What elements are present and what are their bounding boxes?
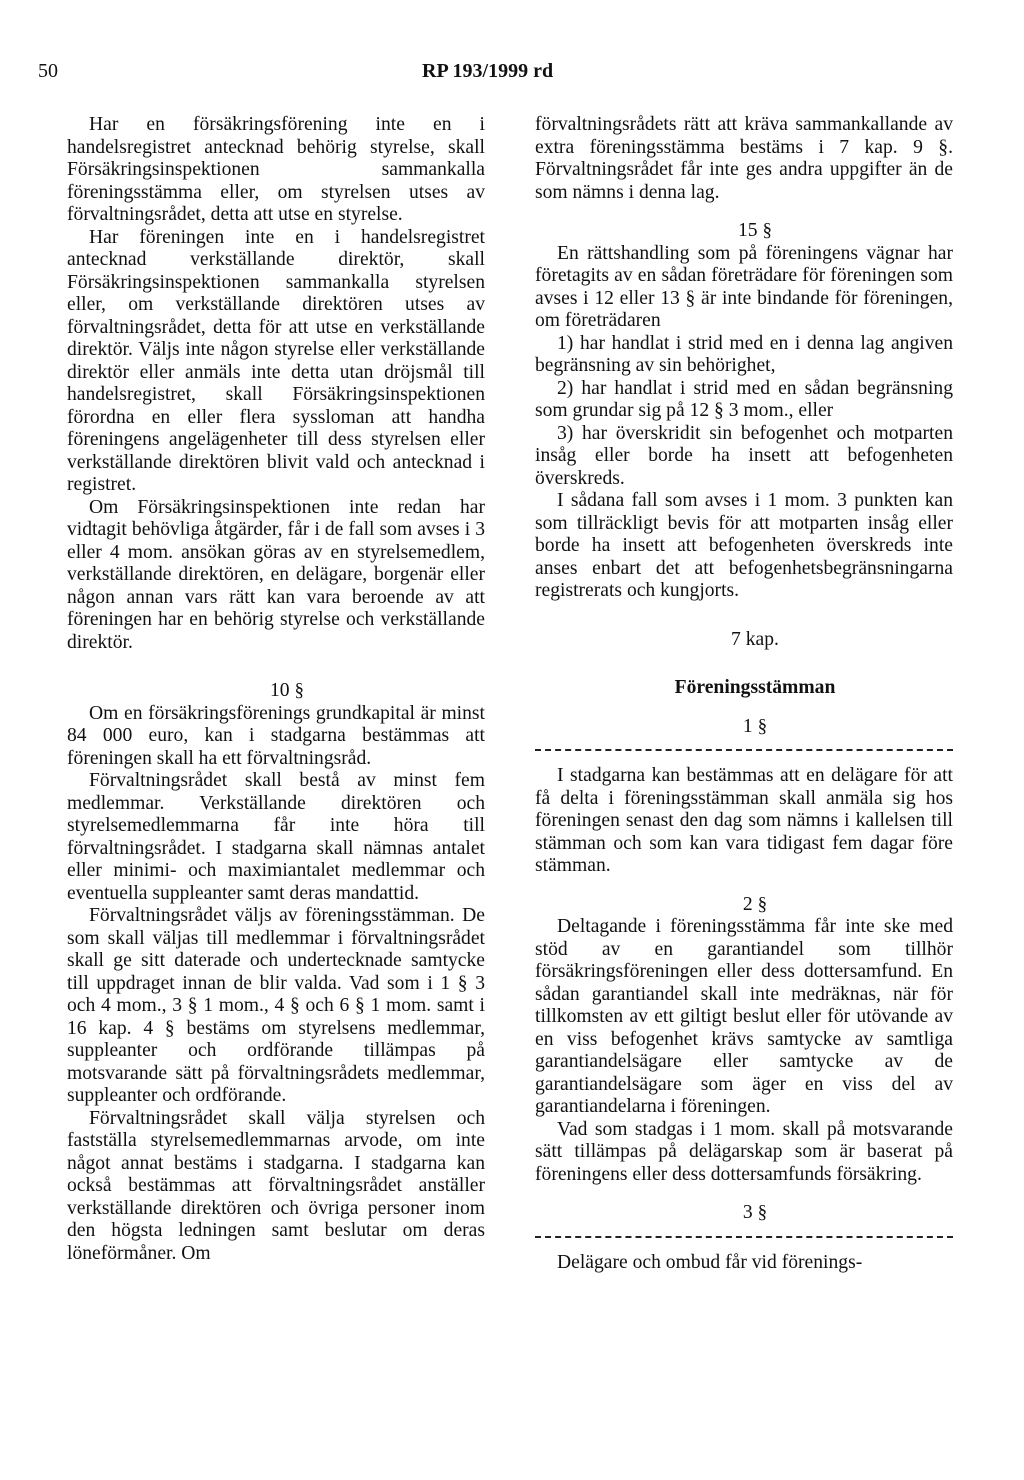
document-reference: RP 193/1999 rd bbox=[422, 60, 554, 82]
section-heading-2 bbox=[535, 894, 953, 917]
paragraph: I stadgarna kan bestämmas att en delägare för att få delta i föreningsstämman skall anmäla sig hos föreningen senast den dag som nämns i kallelsen till stämman och som kan vara tidigast fem dagar före stämman. bbox=[535, 765, 953, 876]
paragraph: Om en försäkringsförenings grundkapital är minst 84 000 euro, kan i stadgarna bestämmas att föreningen skall ha ett förvaltningsråd. bbox=[67, 702, 485, 769]
section-symbol: § bbox=[757, 1202, 768, 1223]
paragraph: I sådana fall som avses i 1 mom. 3 punkten kan som tillräckligt bevis för att motparten insåg eller borde ha insett att befogenheten överskreds inte anses enbart det att befogenhetsbegränsningarna registrerats och kungjorts. bbox=[535, 490, 953, 601]
paragraph: En rättshandling som på föreningens vägnar har företagits av en sådan företrädare för föreningen som avses i 12 eller 13 § är inte bindande för föreningen, om företrädaren bbox=[535, 242, 953, 331]
section-heading-10 bbox=[67, 680, 485, 703]
paragraph: Förvaltningsrådet väljs av föreningsstämman. De som skall väljas till medlemmar i förvaltningsrådet skall ge sitt daterade och undertecknade samtycke till uppdraget innan de blir valda. Vad som i 1 § 3 och 4 mom., 3 § 1 mom., 4 § och 6 § 1 mom. samt i 16 kap. 4 § bestäms om styrelsens medlemmar, suppleanter och ordförande tillämpas på motsvarande sätt på förvaltningsrådets medlemmar, suppleanter och ordförande. bbox=[67, 905, 485, 1106]
list-item: 2) har handlat i strid med en sådan begränsning som grundar sig på 12 § 3 mom., eller bbox=[535, 377, 953, 421]
section-heading-15 bbox=[535, 220, 953, 243]
section-symbol: § bbox=[762, 220, 772, 241]
paragraph: förvaltningsrådets rätt att kräva sammankallande av extra föreningsstämma bestäms i 7 kap. 9 §. Förvaltningsrådet får inte ges andra uppgifter än de som nämns i denna lag. bbox=[535, 114, 953, 203]
section-number: 3 bbox=[742, 1202, 753, 1223]
paragraph: Förvaltningsrådet skall välja styrelsen och fastställa styrelsemedlemmarnas arvode, om inte något annat bestäms i stadgarna. I stadgarna kan också bestämmas att förvaltningsrådet anställer verkställande direktören och övriga personer inom den högsta ledningen samt beslutar om deras löneförmåner. Om bbox=[67, 1107, 485, 1264]
section-number: 15 bbox=[738, 220, 758, 241]
section-number: 10 bbox=[270, 680, 290, 701]
section-heading-3 bbox=[535, 1202, 953, 1225]
right-column bbox=[535, 114, 953, 1274]
omission-dash-line bbox=[535, 749, 953, 751]
paragraph: Förvaltningsrådet skall bestå av minst fem medlemmar. Verkställande direktören och styrelsemedlemmarna får inte höra till förvaltningsrådet. I stadgarna skall nämnas antalet eller minimi- och maximiantalet medlemmar och eventuella suppleanter samt deras mandattid. bbox=[67, 770, 485, 904]
list-item: 3) har överskridit sin befogenhet och motparten insåg eller borde ha insett att befogenheten överskreds. bbox=[535, 422, 953, 489]
section-symbol: § bbox=[294, 680, 304, 701]
section-number: 1 bbox=[742, 715, 753, 737]
section-heading-1 bbox=[535, 716, 953, 739]
paragraph: Delägare och ombud får vid förenings- bbox=[557, 1251, 863, 1273]
paragraph: Deltagande i föreningsstämma får inte ske med stöd av en garantiandel som tillhör försäkringsföreningen eller dess dottersamfund. En sådan garantiandel skall inte medräknas, när för tillkomsten av ett giltigt beslut eller för utövande av en viss befogenhet krävs samtycke av samtliga garantiandelsägare eller samtycke av de garantiandelsägare som äger en viss del av garantiandelarna i föreningen. bbox=[535, 916, 953, 1117]
paragraph: Om Försäkringsinspektionen inte redan har vidtagit behövliga åtgärder, får i de fall som avses i 3 eller 4 mom. ansökan göras av en styrelsemedlem, verkställande direktören, en delägare, borgenär eller någon annan vars rätt kan vara beroende av att föreningen har en behörig styrelse och verkställande direktör. bbox=[67, 496, 485, 653]
omission-dash-line bbox=[535, 1236, 953, 1238]
section-symbol: § bbox=[757, 893, 768, 915]
paragraph: Har föreningen inte en i handelsregistret antecknad verkställande direktör, skall Försäkringsinspektionen sammankalla styrelsen eller, om verkställande direktören utses av förvaltningsrådet, detta för att utse en verkställande direktör. Väljs inte någon styrelse eller verkställande direktör eller anmäls inte detta utan dröjsmål till handelsregistret, skall Försäkringsinspektionen förordna en eller flera syssloman att handha föreningens angelägenheter till dess styrelsen eller verkställande direktören blivit vald och antecknad i registret. bbox=[67, 226, 485, 495]
list-item: 1) har handlat i strid med en i denna lag angiven begränsning av sin behörighet, bbox=[535, 332, 953, 376]
paragraph: Har en försäkringsförening inte en i handelsregistret antecknad behörig styrelse, skall Försäkringsinspektionen sammankalla föreningsstämma eller, om styrelsen utses av förvaltningsrådet, detta att utse en styrelse. bbox=[67, 114, 485, 225]
chapter-number: 7 kap. bbox=[731, 628, 779, 650]
page-number: 50 bbox=[38, 60, 58, 82]
section-number: 2 bbox=[742, 893, 753, 915]
left-column bbox=[67, 114, 485, 1265]
section-symbol: § bbox=[757, 715, 768, 737]
chapter-title: Föreningsstämman bbox=[674, 677, 836, 698]
paragraph: Vad som stadgas i 1 mom. skall på motsvarande sätt tillämpas på delägarskap som är baserat på föreningens eller dess dottersamfunds försäkring. bbox=[535, 1118, 953, 1185]
